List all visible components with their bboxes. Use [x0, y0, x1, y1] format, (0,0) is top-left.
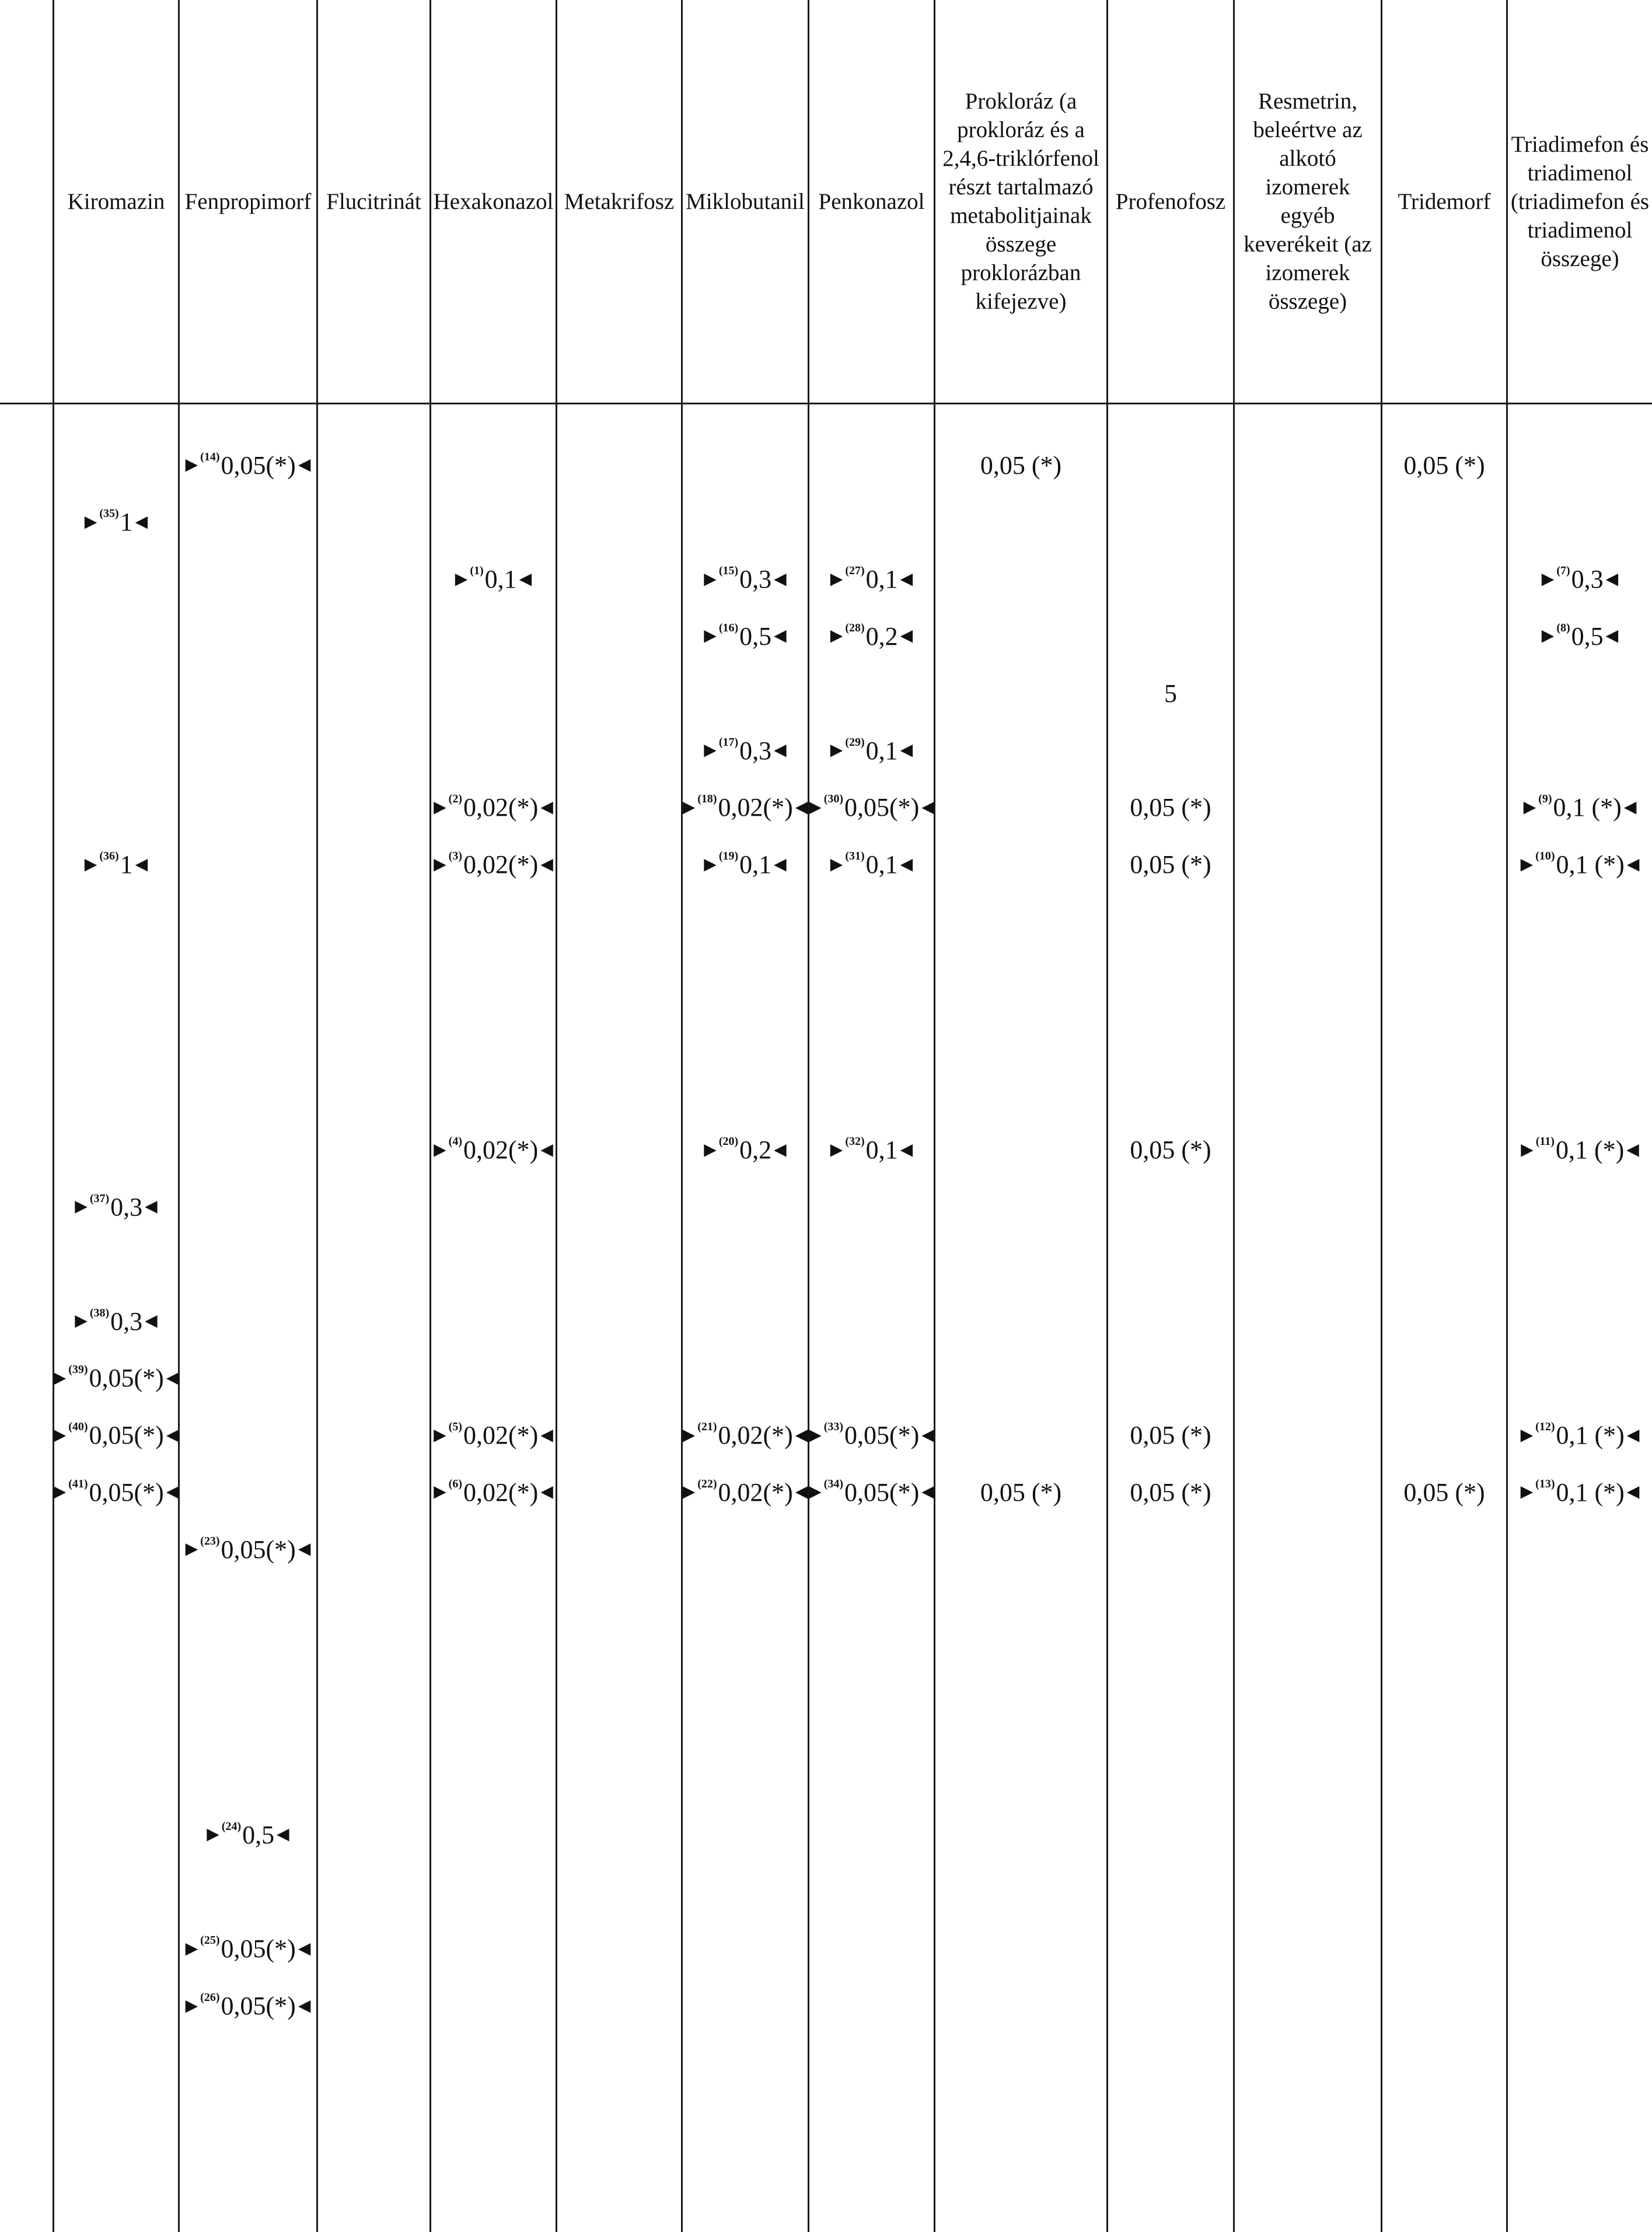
table-cell [54, 1415, 178, 1456]
amendment-end-marker-icon: ◀ [1626, 1140, 1639, 1159]
amendment-start-marker-icon: ▶ [53, 1368, 67, 1387]
footnote-ref: (19) [718, 850, 739, 863]
amendment-start-marker-icon: ▶ [434, 855, 446, 874]
amendment-start-marker-icon: ▶ [682, 798, 696, 816]
cell-value: 0,05(*) [844, 793, 920, 822]
amendment-end-marker-icon: ◀ [277, 1825, 289, 1844]
amendment-start-marker-icon: ▶ [75, 1197, 88, 1216]
footnote-ref: (41) [68, 1477, 88, 1490]
amendment-end-marker-icon: ◀ [540, 798, 553, 816]
footnote-ref: (25) [200, 1934, 220, 1947]
amendment-end-marker-icon: ◀ [900, 627, 913, 645]
amendment-end-marker-icon: ◀ [166, 1483, 179, 1501]
amendment-end-marker-icon: ◀ [900, 570, 913, 588]
table-cell [431, 1415, 556, 1456]
amendment-end-marker-icon: ◀ [795, 1483, 808, 1501]
table-cell [54, 1472, 178, 1513]
table-cell [809, 1415, 934, 1456]
table-cell [683, 1415, 808, 1456]
cell-value: 0,05(*) [221, 1535, 296, 1564]
amendment-end-marker-icon: ◀ [298, 1540, 311, 1559]
amendment-start-marker-icon: ▶ [704, 855, 717, 874]
cell-value: 0,05(*) [221, 1992, 296, 2021]
cell-value: 1 [120, 508, 133, 537]
column-header: Fenpropimorf [184, 188, 312, 214]
amendment-end-marker-icon: ◀ [921, 1426, 934, 1444]
footnote-ref: (39) [68, 1363, 88, 1377]
amendment-end-marker-icon: ◀ [774, 570, 787, 588]
cell-value: 0,3 [739, 736, 772, 765]
table-cell [809, 559, 934, 600]
table-cell [683, 1130, 808, 1171]
footnote-ref: (33) [823, 1420, 844, 1434]
footnote-ref: (17) [718, 735, 739, 749]
footnote-ref: (20) [718, 1135, 739, 1148]
amendment-start-marker-icon: ▶ [185, 1996, 198, 2015]
amendment-end-marker-icon: ◀ [1623, 798, 1637, 816]
amendment-end-marker-icon: ◀ [774, 741, 787, 759]
amendment-end-marker-icon: ◀ [795, 798, 808, 816]
table-cell [1108, 844, 1233, 885]
footnote-ref: (10) [1535, 850, 1555, 863]
footnote-ref: (21) [697, 1420, 717, 1434]
table-cell [683, 730, 808, 771]
amendment-end-marker-icon: ◀ [921, 1483, 934, 1501]
footnote-ref: (31) [845, 850, 865, 863]
cell-value: 0,5 [1571, 621, 1604, 651]
cell-value: 0,3 [110, 1307, 143, 1336]
table-cell [54, 1186, 178, 1227]
cell-value: 0,05(*) [221, 1934, 296, 1964]
amendment-end-marker-icon: ◀ [540, 855, 553, 874]
table-cell [180, 445, 316, 485]
amendment-start-marker-icon: ▶ [809, 1426, 822, 1444]
amendment-end-marker-icon: ◀ [135, 512, 148, 531]
footnote-ref: (24) [221, 1819, 242, 1833]
table-cell [54, 1358, 178, 1399]
amendment-end-marker-icon: ◀ [774, 1140, 787, 1159]
cell-value: 1 [120, 850, 133, 879]
amendment-start-marker-icon: ▶ [704, 570, 717, 588]
cell-value: 0,05(*) [844, 1477, 920, 1507]
table-cell [935, 445, 1106, 485]
amendment-end-marker-icon: ◀ [298, 1939, 311, 1958]
table-cell [809, 844, 934, 885]
table-cell [809, 616, 934, 656]
footnote-ref: (8) [1556, 621, 1570, 634]
footnote-ref: (29) [845, 735, 865, 749]
footnote-ref: (30) [823, 792, 844, 806]
amendment-start-marker-icon: ▶ [830, 1140, 843, 1159]
amendment-start-marker-icon: ▶ [434, 1140, 446, 1159]
amendment-end-marker-icon: ◀ [900, 855, 913, 874]
amendment-start-marker-icon: ▶ [1520, 855, 1534, 874]
table-cell [54, 844, 178, 885]
cell-value: 0,2 [739, 1136, 772, 1165]
column-header: Hexakonazol [433, 188, 554, 214]
amendment-start-marker-icon: ▶ [434, 1483, 446, 1501]
amendment-start-marker-icon: ▶ [682, 1426, 696, 1444]
column-header: Triadimefon és triadimenol (triadimefon és triadimenol összege) [1510, 131, 1650, 271]
amendment-end-marker-icon: ◀ [900, 741, 913, 759]
amendment-start-marker-icon: ▶ [84, 855, 97, 874]
column-header: Miklobutanil [686, 188, 805, 214]
cell-value: 0,05(*) [221, 450, 296, 480]
amendment-end-marker-icon: ◀ [1626, 1426, 1640, 1444]
amendment-start-marker-icon: ▶ [1520, 1483, 1534, 1501]
footnote-ref: (27) [845, 564, 865, 578]
amendment-end-marker-icon: ◀ [166, 1368, 179, 1387]
footnote-ref: (13) [1535, 1477, 1555, 1490]
column-header: Prokloráz (a prokloráz és a 2,4,6-triklórfenol részt tartalmazó metabolitjainak összege proklorázban kifejezve) [942, 89, 1099, 314]
table-cell [180, 1529, 316, 1570]
cell-value: 0,05 (*) [1130, 1477, 1211, 1507]
footnote-ref: (9) [1538, 792, 1552, 806]
amendment-start-marker-icon: ▶ [1523, 798, 1536, 816]
footnote-ref: (36) [99, 850, 119, 863]
amendment-start-marker-icon: ▶ [809, 798, 822, 816]
cell-value: 0,05 (*) [1130, 1136, 1211, 1165]
table-cell [809, 787, 934, 828]
table-cell [1108, 1472, 1233, 1513]
amendment-end-marker-icon: ◀ [540, 1140, 553, 1159]
table-cell [1108, 673, 1233, 714]
cell-value: 0,05 (*) [980, 450, 1062, 480]
amendment-start-marker-icon: ▶ [434, 798, 446, 816]
footnote-ref: (7) [1556, 564, 1570, 578]
table-cell [1508, 787, 1652, 828]
cell-value: 0,1 (*) [1556, 1477, 1625, 1507]
cell-value: 0,1 (*) [1556, 850, 1625, 879]
amendment-end-marker-icon: ◀ [166, 1426, 179, 1444]
cell-value: 0,2 [865, 621, 898, 651]
amendment-start-marker-icon: ▶ [830, 741, 843, 759]
footnote-ref: (18) [697, 792, 717, 806]
amendment-start-marker-icon: ▶ [455, 570, 468, 588]
cell-value: 0,5 [242, 1820, 275, 1849]
amendment-end-marker-icon: ◀ [298, 456, 311, 474]
footnote-ref: (37) [89, 1192, 110, 1205]
table-cell [683, 1472, 808, 1513]
cell-value: 0,1 (*) [1555, 1136, 1625, 1165]
table-cell [809, 730, 934, 771]
cell-value: 0,02(*) [463, 1136, 539, 1165]
amendment-end-marker-icon: ◀ [540, 1426, 553, 1444]
amendment-start-marker-icon: ▶ [185, 1939, 198, 1958]
table-cell [935, 1472, 1106, 1513]
amendment-start-marker-icon: ▶ [682, 1483, 696, 1501]
amendment-end-marker-icon: ◀ [774, 627, 787, 645]
cell-value: 0,05(*) [89, 1364, 164, 1393]
cell-value: 0,02(*) [463, 1477, 539, 1507]
cell-value: 0,3 [739, 565, 772, 594]
cell-value: 0,05 (*) [1403, 1477, 1485, 1507]
header-divider [0, 403, 1652, 404]
amendment-start-marker-icon: ▶ [1541, 627, 1555, 645]
amendment-end-marker-icon: ◀ [774, 855, 787, 874]
amendment-end-marker-icon: ◀ [1626, 855, 1640, 874]
footnote-ref: (40) [68, 1420, 88, 1434]
amendment-end-marker-icon: ◀ [900, 1140, 913, 1159]
column-header: Metakrifosz [564, 188, 675, 214]
cell-value: 0,05 (*) [1130, 1421, 1211, 1450]
column-header: Kiromazin [67, 188, 165, 214]
cell-value: 0,3 [1571, 565, 1604, 594]
table-cell [683, 559, 808, 600]
cell-value: 0,02(*) [718, 1477, 793, 1507]
cell-value: 0,02(*) [718, 793, 793, 822]
table-cell [431, 787, 556, 828]
amendment-end-marker-icon: ◀ [1605, 627, 1619, 645]
cell-value: 0,02(*) [463, 850, 539, 879]
table-cell [1108, 1130, 1233, 1171]
footnote-ref: (28) [845, 621, 865, 634]
cell-value: 0,1 [865, 736, 898, 765]
cell-value: 0,02(*) [463, 793, 539, 822]
amendment-start-marker-icon: ▶ [53, 1426, 67, 1444]
amendment-start-marker-icon: ▶ [75, 1312, 88, 1330]
amendment-start-marker-icon: ▶ [84, 512, 97, 531]
table-cell [180, 1929, 316, 1969]
column-header: Resmetrin, beleértve az alkotó izomerek egyéb keverékeit (az izomerek összege) [1244, 89, 1372, 314]
table-cell [1508, 616, 1652, 656]
column-header: Tridemorf [1398, 188, 1491, 214]
cell-value: 0,05 (*) [1403, 450, 1485, 480]
footnote-ref: (32) [845, 1135, 865, 1148]
amendment-start-marker-icon: ▶ [185, 1540, 198, 1559]
footnote-ref: (6) [448, 1477, 462, 1490]
table-cell [683, 616, 808, 656]
amendment-end-marker-icon: ◀ [519, 570, 532, 588]
amendment-start-marker-icon: ▶ [1520, 1426, 1534, 1444]
footnote-ref: (35) [99, 507, 119, 521]
amendment-end-marker-icon: ◀ [795, 1426, 808, 1444]
table-cell [1508, 844, 1652, 885]
footnote-ref: (2) [448, 792, 462, 806]
table-cell [431, 1130, 556, 1171]
column-header: Flucitrinát [326, 188, 421, 214]
footnote-ref: (3) [448, 850, 462, 863]
footnote-ref: (15) [718, 564, 739, 578]
amendment-end-marker-icon: ◀ [145, 1312, 158, 1330]
column-header: Penkonazol [818, 188, 925, 214]
amendment-start-marker-icon: ▶ [704, 741, 717, 759]
amendment-end-marker-icon: ◀ [135, 855, 148, 874]
amendment-end-marker-icon: ◀ [1626, 1483, 1640, 1501]
table-cell [180, 1986, 316, 2027]
cell-value: 5 [1164, 679, 1177, 708]
amendment-start-marker-icon: ▶ [830, 570, 843, 588]
footnote-ref: (5) [448, 1420, 462, 1434]
table-cell [54, 502, 178, 543]
amendment-end-marker-icon: ◀ [298, 1996, 311, 2015]
amendment-start-marker-icon: ▶ [809, 1483, 822, 1501]
cell-value: 0,1 [739, 850, 772, 879]
cell-value: 0,05(*) [89, 1477, 164, 1507]
amendment-end-marker-icon: ◀ [1605, 570, 1619, 588]
footnote-ref: (23) [200, 1534, 220, 1548]
table-cell [1508, 1415, 1652, 1456]
table-cell [1108, 787, 1233, 828]
footnote-ref: (22) [697, 1477, 717, 1490]
table-cell [431, 559, 556, 600]
footnote-ref: (14) [200, 450, 220, 463]
table-cell [1508, 1472, 1652, 1513]
table-cell [1382, 1472, 1506, 1513]
table-cell [809, 1472, 934, 1513]
footnote-ref: (4) [448, 1135, 462, 1148]
cell-value: 0,1 (*) [1553, 793, 1622, 822]
table-cell [1382, 445, 1506, 485]
cell-value: 0,05 (*) [1130, 793, 1211, 822]
cell-value: 0,05 (*) [980, 1477, 1062, 1507]
cell-value: 0,1 [484, 565, 517, 594]
cell-value: 0,5 [739, 621, 772, 651]
table-cell [180, 1814, 316, 1855]
footnote-ref: (26) [200, 1991, 220, 2004]
table-cell [1508, 1130, 1652, 1171]
table-cell [431, 1472, 556, 1513]
footnote-ref: (16) [718, 621, 739, 634]
cell-value: 0,3 [110, 1192, 143, 1221]
amendment-start-marker-icon: ▶ [704, 627, 717, 645]
cell-value: 0,05 (*) [1130, 850, 1211, 879]
table-cell [683, 844, 808, 885]
amendment-start-marker-icon: ▶ [53, 1483, 67, 1501]
amendment-start-marker-icon: ▶ [207, 1825, 219, 1844]
table-cell [54, 1301, 178, 1342]
amendment-start-marker-icon: ▶ [1541, 570, 1555, 588]
table-cell [431, 844, 556, 885]
amendment-start-marker-icon: ▶ [185, 456, 198, 474]
table-cell [683, 787, 808, 828]
table-cell [1508, 559, 1652, 600]
footnote-ref: (12) [1535, 1420, 1555, 1434]
cell-value: 0,1 (*) [1556, 1421, 1625, 1450]
footnote-ref: (38) [89, 1306, 110, 1319]
amendment-end-marker-icon: ◀ [921, 798, 934, 816]
footnote-ref: (34) [823, 1477, 844, 1490]
cell-value: 0,05(*) [89, 1421, 164, 1450]
amendment-start-marker-icon: ▶ [704, 1140, 717, 1159]
column-header: Profenofosz [1115, 188, 1226, 214]
amendment-end-marker-icon: ◀ [145, 1197, 158, 1216]
amendment-start-marker-icon: ▶ [830, 855, 843, 874]
cell-value: 0,1 [865, 850, 898, 879]
cell-value: 0,02(*) [463, 1421, 539, 1450]
amendment-start-marker-icon: ▶ [830, 627, 843, 645]
amendment-end-marker-icon: ◀ [540, 1483, 553, 1501]
cell-value: 0,1 [865, 1136, 898, 1165]
table-cell [1108, 1415, 1233, 1456]
table-cell [809, 1130, 934, 1171]
cell-value: 0,1 [865, 565, 898, 594]
cell-value: 0,05(*) [844, 1421, 920, 1450]
amendment-start-marker-icon: ▶ [434, 1426, 446, 1444]
footnote-ref: (11) [1535, 1135, 1555, 1148]
footnote-ref: (1) [470, 564, 484, 578]
amendment-start-marker-icon: ▶ [1521, 1140, 1534, 1159]
cell-value: 0,02(*) [718, 1421, 793, 1450]
